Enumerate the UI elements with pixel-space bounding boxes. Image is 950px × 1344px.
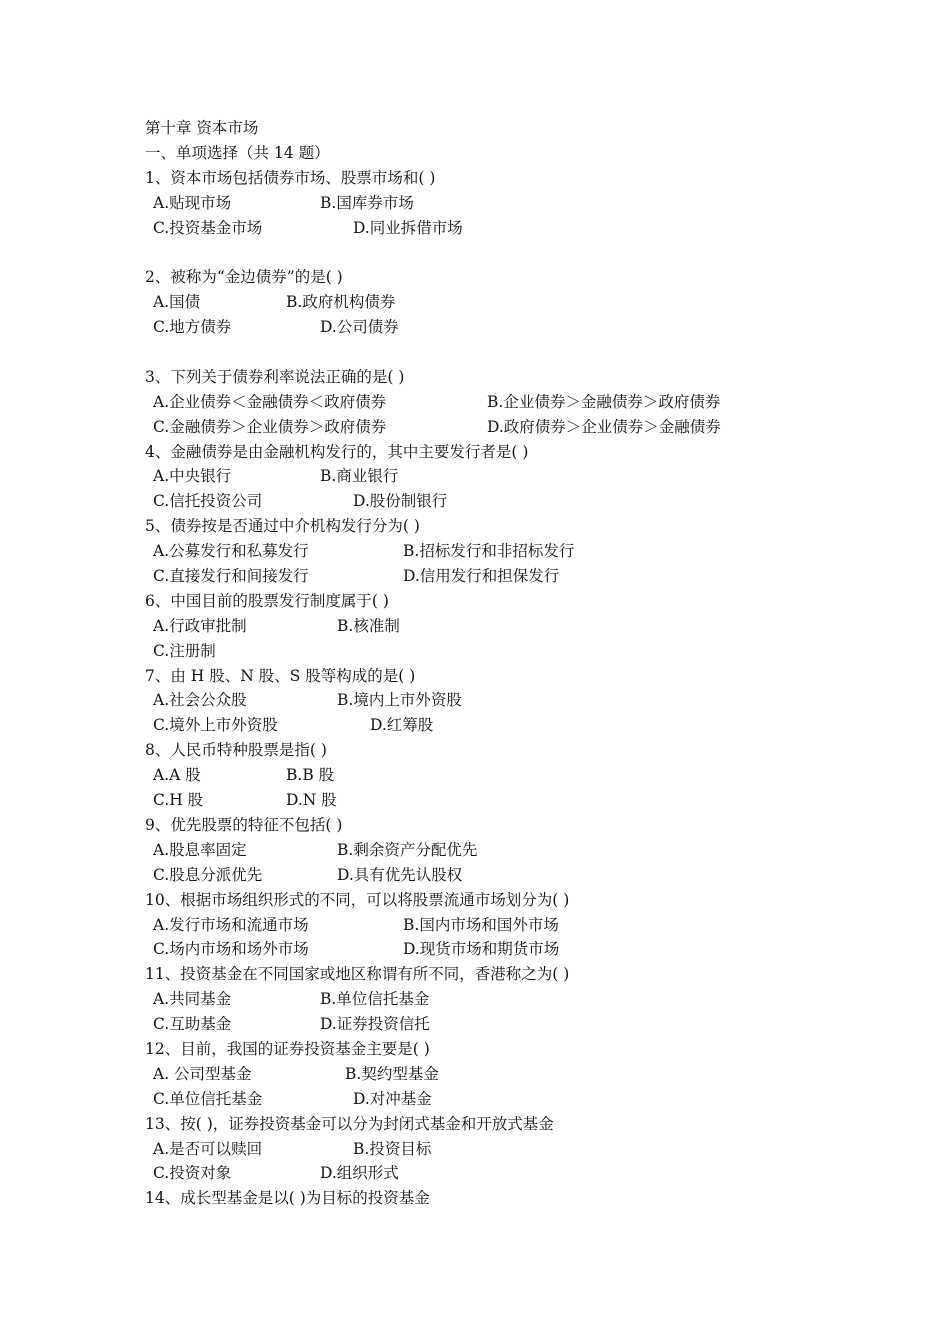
question-12-option-a: A. 公司型基金 bbox=[153, 1064, 252, 1083]
question-12-option-c: C.单位信托基金 bbox=[153, 1089, 263, 1108]
question-6-options-row-2 bbox=[145, 639, 905, 664]
question-4-stem: 4、金融债券是由金融机构发行的，其中主要发行者是( ) bbox=[145, 442, 529, 461]
question-9-option-c: C.股息分派优先 bbox=[153, 865, 263, 884]
spacer bbox=[145, 340, 905, 365]
question-13-option-d: D.组织形式 bbox=[320, 1164, 399, 1183]
question-12-option-b: B.契约型基金 bbox=[345, 1064, 439, 1083]
question-7-stem: 7、由 H 股、N 股、S 股等构成的是( ) bbox=[145, 666, 416, 685]
question-7-options-row-2 bbox=[145, 713, 905, 738]
question-1-option-c: C.投资基金市场 bbox=[153, 218, 263, 237]
question-4-option-b: B.商业银行 bbox=[320, 467, 399, 486]
question-4-option-a: A.中央银行 bbox=[153, 467, 232, 486]
question-1-options-row-2 bbox=[145, 216, 905, 241]
question-11-options-row-1 bbox=[145, 987, 905, 1012]
question-10-stem: 10、根据市场组织形式的不同，可以将股票流通市场划分为( ) bbox=[145, 890, 570, 909]
question-2-option-d: D.公司债券 bbox=[320, 318, 399, 337]
question-14-stem: 14、成长型基金是以( )为目标的投资基金 bbox=[145, 1189, 430, 1208]
question-11-option-d: D.证券投资信托 bbox=[320, 1015, 430, 1034]
question-13-option-b: B.投资目标 bbox=[353, 1139, 432, 1158]
question-2-option-c: C.地方债券 bbox=[153, 318, 232, 337]
question-4-option-c: C.信托投资公司 bbox=[153, 492, 263, 511]
question-13-stem: 13、按( )，证券投资基金可以分为封闭式基金和开放式基金 bbox=[145, 1114, 554, 1133]
question-6-options-row-1 bbox=[145, 614, 905, 639]
question-12-option-d: D.对冲基金 bbox=[353, 1089, 432, 1108]
question-6-option-c: C.注册制 bbox=[153, 641, 216, 660]
question-5-option-c: C.直接发行和间接发行 bbox=[153, 567, 309, 586]
question-3-stem: 3、下列关于债券利率说法正确的是( ) bbox=[145, 367, 405, 386]
question-9-option-a: A.股息率固定 bbox=[153, 840, 247, 859]
question-2-options-row-2 bbox=[145, 315, 905, 340]
question-7-options-row-1 bbox=[145, 688, 905, 713]
question-7-option-c: C.境外上市外资股 bbox=[153, 716, 278, 735]
question-8-option-a: A.A 股 bbox=[153, 766, 201, 785]
spacer bbox=[145, 240, 905, 265]
question-10-option-a: A.发行市场和流通市场 bbox=[153, 915, 309, 934]
question-7-option-d: D.红筹股 bbox=[370, 716, 434, 735]
question-13-options-row-2 bbox=[145, 1161, 905, 1186]
question-5-options-row-1 bbox=[145, 539, 905, 564]
question-1-option-d: D.同业拆借市场 bbox=[353, 218, 463, 237]
question-12-options-row-2 bbox=[145, 1087, 905, 1112]
question-11-option-c: C.互助基金 bbox=[153, 1015, 232, 1034]
question-3-options-row-2 bbox=[145, 415, 905, 440]
question-10-options-row-2 bbox=[145, 937, 905, 962]
question-13-options-row-1 bbox=[145, 1137, 905, 1162]
question-8-options-row-1 bbox=[145, 763, 905, 788]
question-12-options-row-1 bbox=[145, 1062, 905, 1087]
question-9-option-b: B.剩余资产分配优先 bbox=[337, 840, 478, 859]
document-content bbox=[145, 116, 905, 1211]
question-9-options-row-2 bbox=[145, 863, 905, 888]
question-5-stem: 5、债券按是否通过中介机构发行分为( ) bbox=[145, 517, 420, 536]
question-7-option-b: B.境内上市外资股 bbox=[337, 691, 462, 710]
question-1-stem: 1、资本市场包括债券市场、股票市场和( ) bbox=[145, 168, 436, 187]
question-2-option-b: B.政府机构债券 bbox=[286, 293, 396, 312]
question-8-option-b: B.B 股 bbox=[286, 766, 335, 785]
question-8-option-d: D.N 股 bbox=[286, 791, 337, 810]
question-6-stem: 6、中国目前的股票发行制度属于( ) bbox=[145, 591, 389, 610]
question-4-option-d: D.股份制银行 bbox=[353, 492, 448, 511]
question-11-option-a: A.共同基金 bbox=[153, 990, 232, 1009]
question-11-stem: 11、投资基金在不同国家或地区称谓有所不同，香港称之为( ) bbox=[145, 965, 570, 984]
question-3-options-row-1 bbox=[145, 390, 905, 415]
question-11-options-row-2 bbox=[145, 1012, 905, 1037]
question-8-options-row-2 bbox=[145, 788, 905, 813]
question-13-option-a: A.是否可以赎回 bbox=[153, 1139, 263, 1158]
question-9-option-d: D.具有优先认股权 bbox=[337, 865, 463, 884]
question-2-options-row-1 bbox=[145, 290, 905, 315]
chapter-title: 第十章 资本市场 bbox=[145, 119, 259, 137]
question-10-option-c: C.场内市场和场外市场 bbox=[153, 940, 309, 959]
question-4-options-row-1 bbox=[145, 464, 905, 489]
question-5-option-d: D.信用发行和担保发行 bbox=[403, 567, 560, 586]
question-9-options-row-1 bbox=[145, 838, 905, 863]
question-3-option-c: C.金融债券＞企业债券＞政府债券 bbox=[153, 417, 387, 436]
section-heading: 一、单项选择（共 14 题） bbox=[145, 143, 330, 162]
question-8-stem: 8、人民币特种股票是指( ) bbox=[145, 741, 327, 760]
question-8-option-c: C.H 股 bbox=[153, 791, 204, 810]
question-7-option-a: A.社会公众股 bbox=[153, 691, 247, 710]
question-9-stem: 9、优先股票的特征不包括( ) bbox=[145, 815, 343, 834]
question-2-option-a: A.国债 bbox=[153, 293, 201, 312]
question-5-option-b: B.招标发行和非招标发行 bbox=[403, 542, 575, 561]
question-1-option-a: A.贴现市场 bbox=[153, 193, 232, 212]
question-4-options-row-2 bbox=[145, 489, 905, 514]
question-12-stem: 12、目前，我国的证券投资基金主要是( ) bbox=[145, 1039, 430, 1058]
question-6-option-b: B.核准制 bbox=[337, 616, 400, 635]
question-11-option-b: B.单位信托基金 bbox=[320, 990, 430, 1009]
question-10-option-b: B.国内市场和国外市场 bbox=[403, 915, 559, 934]
question-6-option-a: A.行政审批制 bbox=[153, 616, 247, 635]
question-2-stem: 2、被称为“金边债券”的是( ) bbox=[145, 268, 343, 287]
question-1-options-row-1 bbox=[145, 191, 905, 216]
question-10-options-row-1 bbox=[145, 913, 905, 938]
question-3-option-b: B.企业债券＞金融债券＞政府债券 bbox=[487, 392, 721, 411]
question-10-option-d: D.现货市场和期货市场 bbox=[403, 940, 560, 959]
question-3-option-d: D.政府债券＞企业债券＞金融债券 bbox=[487, 417, 721, 436]
question-1-option-b: B.国库券市场 bbox=[320, 193, 414, 212]
question-5-options-row-2 bbox=[145, 564, 905, 589]
question-13-option-c: C.投资对象 bbox=[153, 1164, 232, 1183]
question-5-option-a: A.公募发行和私募发行 bbox=[153, 542, 309, 561]
question-3-option-a: A.企业债券＜金融债券＜政府债券 bbox=[153, 392, 387, 411]
